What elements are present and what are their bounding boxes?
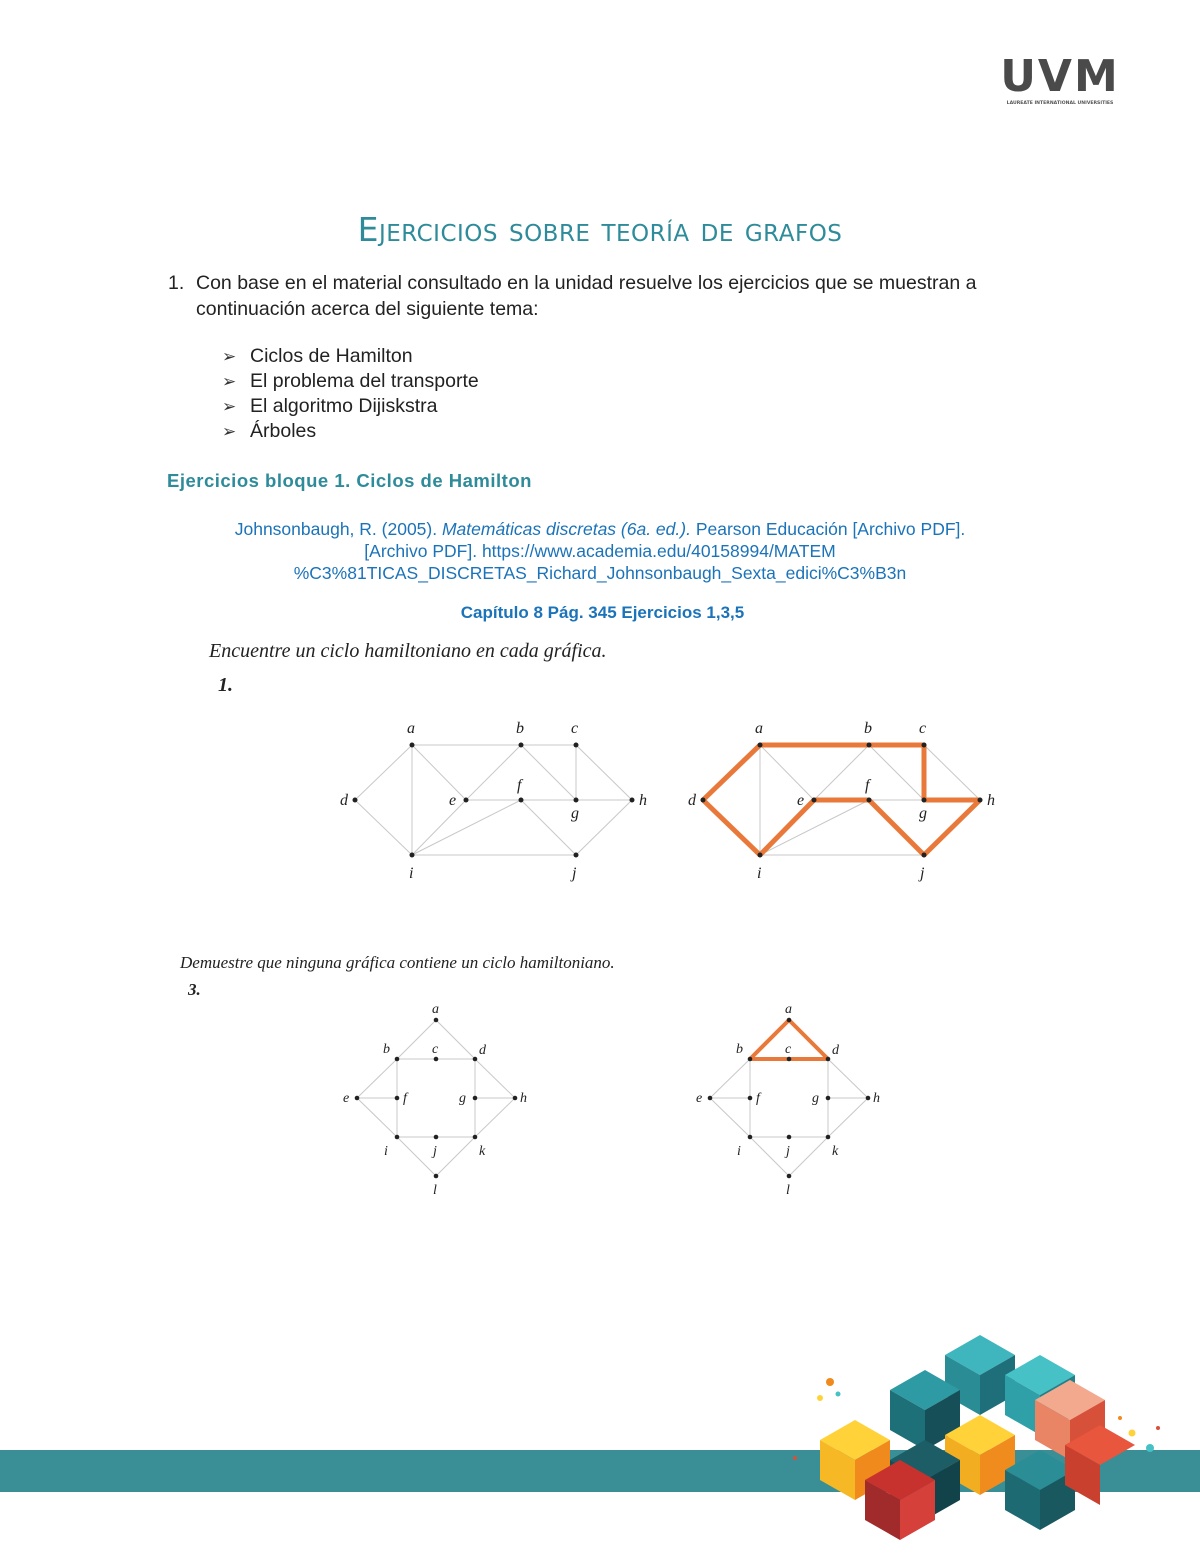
vertex-label: c	[919, 720, 927, 737]
vertex-label: j	[920, 865, 925, 882]
reference-author: Johnsonbaugh, R. (2005).	[234, 519, 442, 539]
graph-3-solution	[693, 998, 893, 1198]
topic-item: ➢ Ciclos de Hamilton	[222, 345, 413, 367]
vertex-label: j	[572, 865, 577, 882]
vertex-label: b	[516, 720, 524, 737]
exercise1-number: 1.	[218, 674, 233, 696]
reference-book-title: Matemáticas discretas (6a. ed.).	[441, 519, 691, 539]
graph-1-original	[340, 715, 660, 890]
vertex-label: k	[832, 1144, 839, 1159]
section-heading: Ejercicios bloque 1. Ciclos de Hamilton	[167, 470, 532, 491]
vertex-label: e	[449, 792, 457, 809]
intro-text: Con base en el material consultado en la unidad resuelve los ejercicios que se muestran a continuación acerca del siguiente tema:	[196, 272, 977, 320]
logo-text: UVM	[1000, 51, 1120, 102]
vertex-label: j	[433, 1144, 437, 1159]
reference	[150, 518, 1050, 584]
vertex-label: b	[383, 1042, 390, 1057]
vertex-label: d	[688, 792, 696, 809]
vertex-label: i	[737, 1144, 741, 1159]
chapter-line: Capítulo 8 Pág. 345 Ejercicios 1,3,5	[460, 603, 745, 622]
vertex-label: h	[987, 792, 995, 809]
uvm-logo	[995, 51, 1125, 110]
vertex-label: j	[786, 1144, 790, 1159]
vertex-label: g	[812, 1091, 819, 1106]
vertex-label: d	[340, 792, 348, 809]
exercise3-instruction: Demuestre que ninguna gráfica contiene un ciclo hamiltoniano.	[180, 953, 615, 972]
vertex-label: b	[864, 720, 872, 737]
vertex-label: i	[757, 865, 762, 882]
vertex-label: i	[384, 1144, 388, 1159]
vertex-label: a	[785, 1002, 792, 1017]
vertex-label: h	[520, 1091, 527, 1106]
vertex-label: k	[479, 1144, 486, 1159]
vertex-label: a	[755, 720, 763, 737]
vertex-label: i	[409, 865, 414, 882]
logo-tagline: LAUREATE INTERNATIONAL UNIVERSITIES	[1006, 101, 1114, 106]
topic-item: ➢ El algoritmo Dijiskstra	[222, 395, 438, 417]
arrow-bullet-icon: ➢	[222, 372, 237, 391]
exercise3-number: 3.	[188, 980, 201, 999]
vertex-label: c	[785, 1042, 792, 1057]
vertex-label: g	[571, 805, 579, 822]
decorative-cubes	[780, 1330, 1180, 1553]
reference-publisher: Pearson Educación [Archivo PDF].	[690, 519, 966, 539]
arrow-bullet-icon: ➢	[222, 397, 237, 416]
vertex-label: f	[865, 777, 870, 794]
vertex-label: a	[407, 720, 415, 737]
vertex-label: e	[797, 792, 805, 809]
reference-url-line1[interactable]: [Archivo PDF]. https://www.academia.edu/40158994/MATEM	[364, 541, 836, 561]
vertex-label: d	[832, 1043, 839, 1058]
vertex-label: e	[696, 1091, 703, 1106]
page-title: Ejercicios sobre teoría de grafos	[357, 210, 843, 249]
topic-item: ➢ El problema del transporte	[222, 370, 479, 392]
graph-1-solution	[688, 715, 1008, 890]
vertex-label: d	[479, 1043, 486, 1058]
vertex-label: f	[403, 1091, 407, 1106]
arrow-bullet-icon: ➢	[222, 347, 237, 366]
topic-item: ➢ Árboles	[222, 420, 317, 442]
topic-list	[222, 344, 479, 444]
vertex-label: g	[919, 805, 927, 822]
vertex-label: g	[459, 1091, 466, 1106]
arrow-bullet-icon: ➢	[222, 422, 237, 441]
intro-number: 1.	[168, 272, 185, 294]
vertex-label: l	[433, 1183, 437, 1198]
vertex-label: f	[517, 777, 522, 794]
vertex-label: b	[736, 1042, 743, 1057]
graph-3-original	[340, 998, 540, 1198]
vertex-label: e	[343, 1091, 350, 1106]
vertex-label: l	[786, 1183, 790, 1198]
vertex-label: a	[432, 1002, 439, 1017]
reference-url-line2[interactable]: %C3%81TICAS_DISCRETAS_Richard_Johnsonbaugh_Sexta_edici%C3%B3n	[293, 563, 907, 583]
vertex-label: h	[873, 1091, 880, 1106]
vertex-label: c	[432, 1042, 439, 1057]
vertex-label: f	[756, 1091, 760, 1106]
vertex-label: h	[639, 792, 647, 809]
exercise1-instruction: Encuentre un ciclo hamiltoniano en cada gráfica.	[209, 640, 607, 662]
vertex-label: c	[571, 720, 579, 737]
